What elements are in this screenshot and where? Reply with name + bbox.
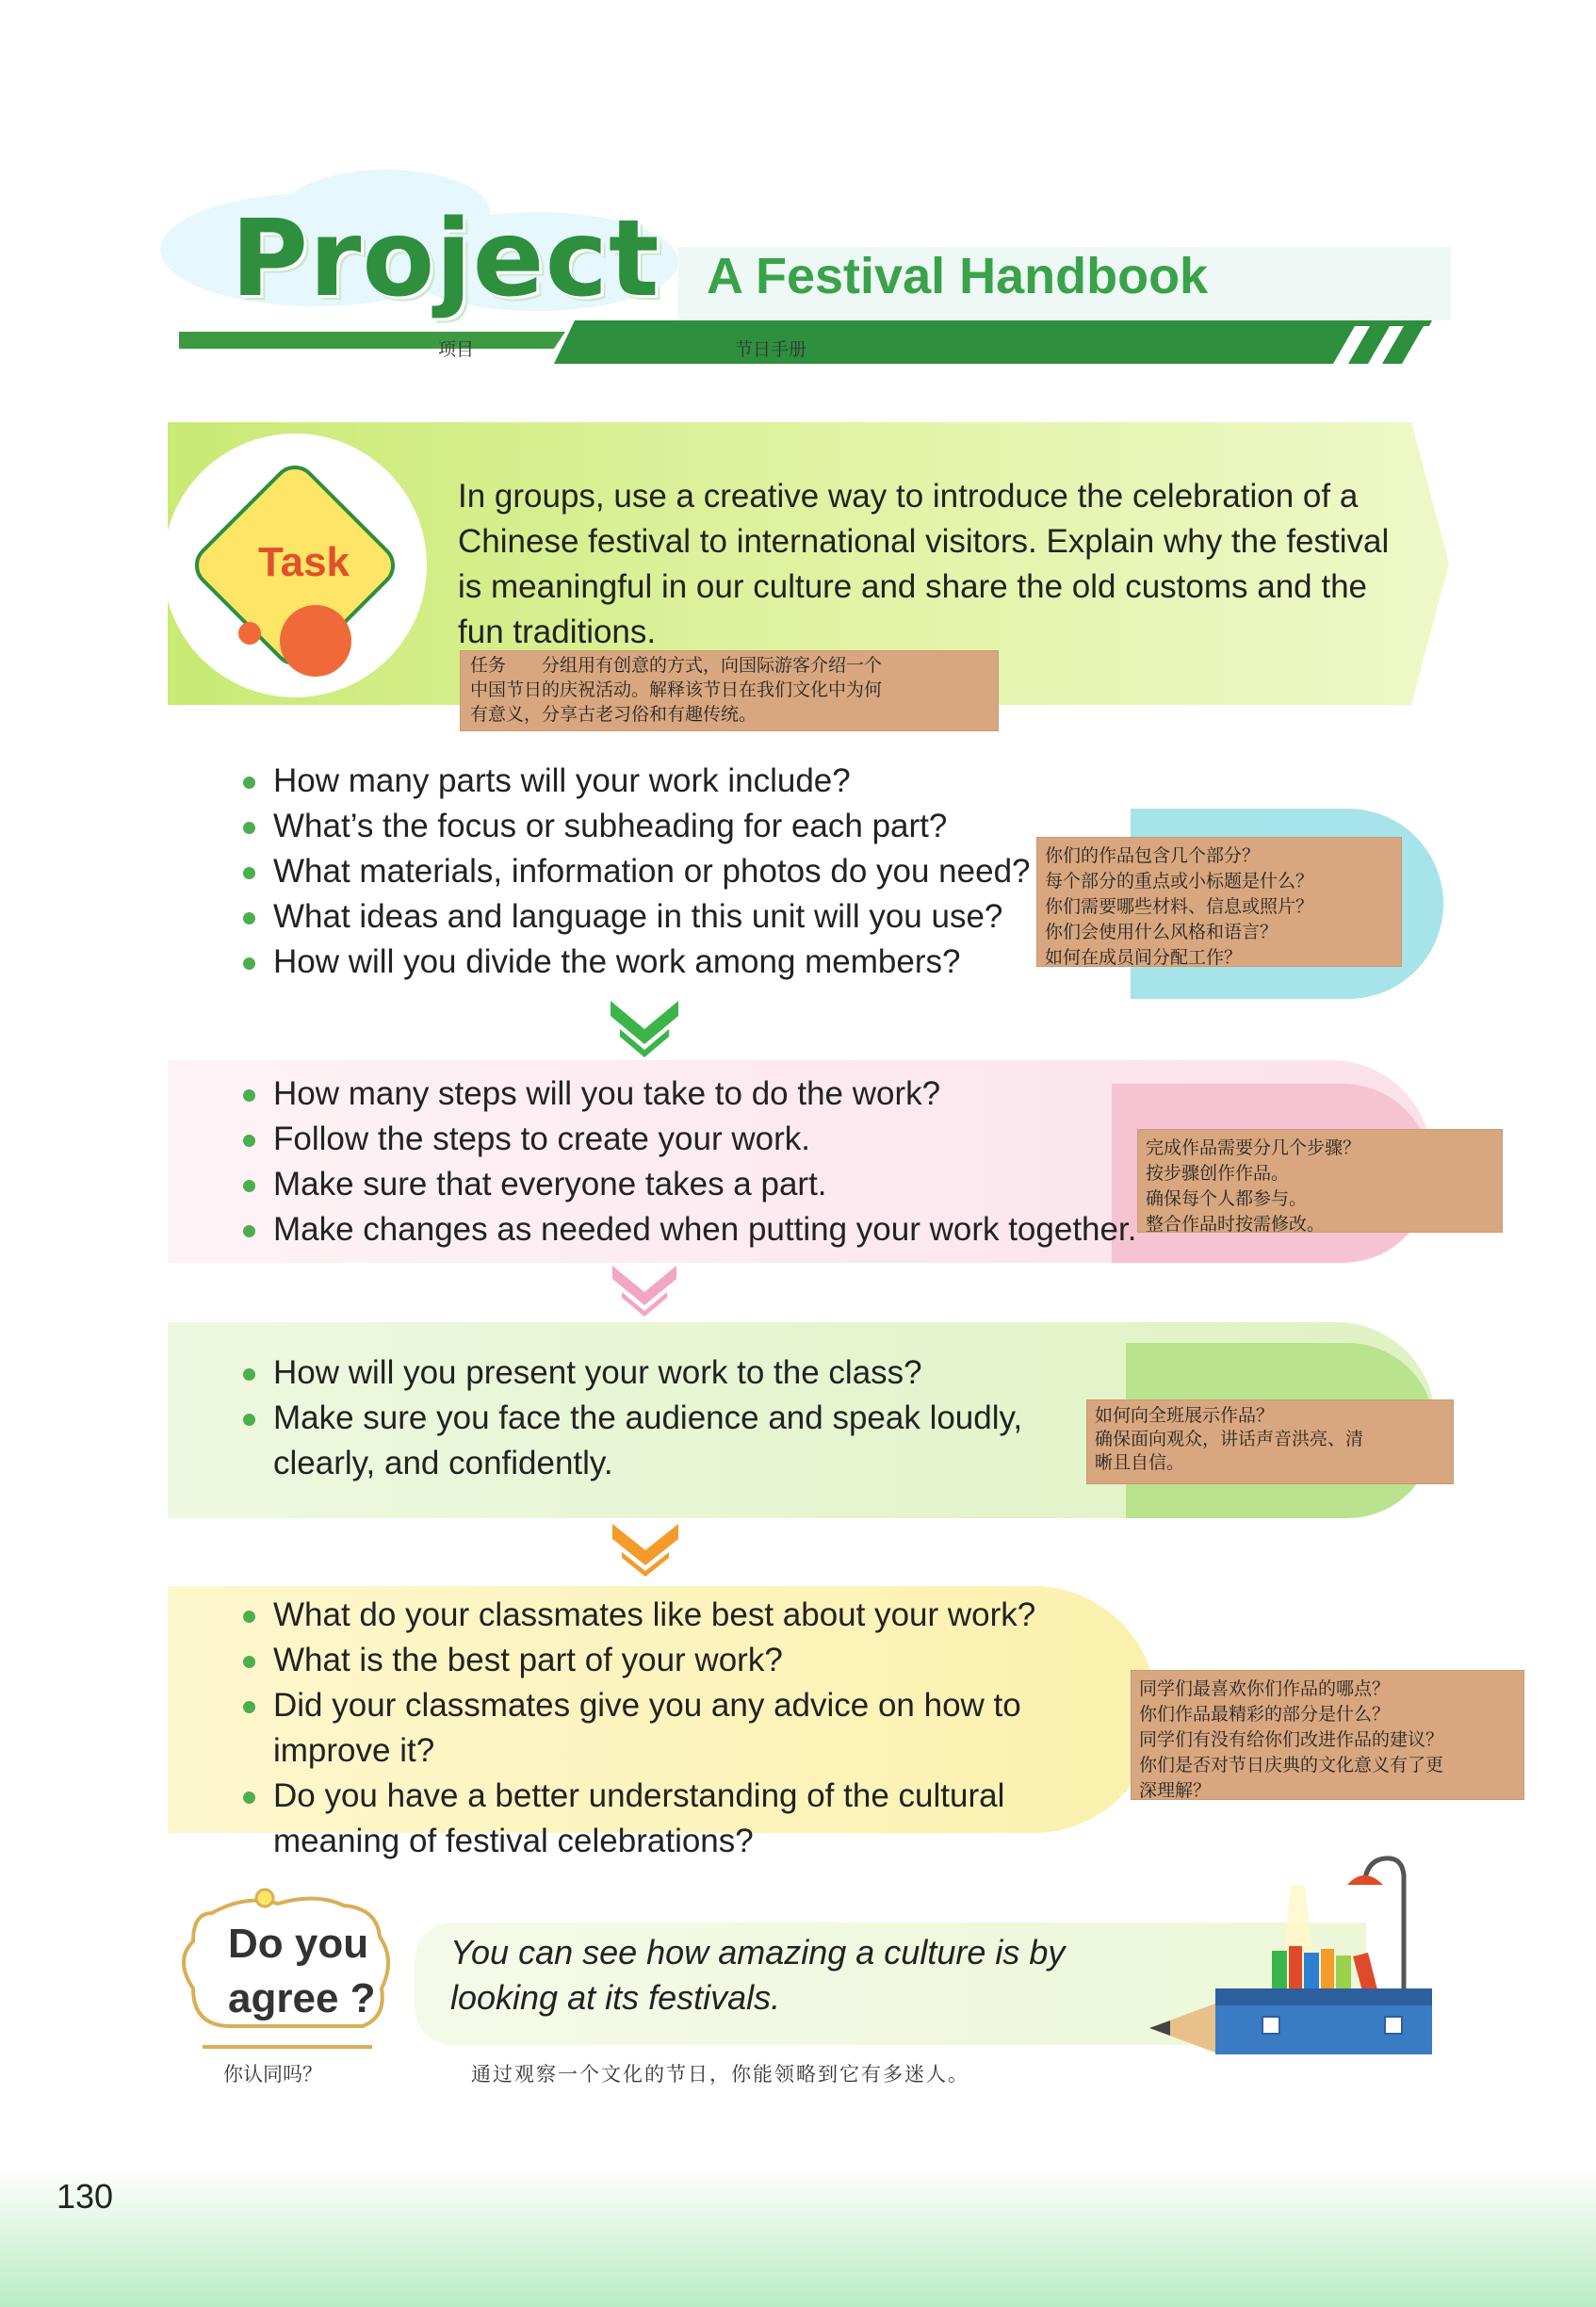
pencil-house-illustration — [1149, 1847, 1451, 2073]
agree-quote-cn: 通过观察一个文化的节日，你能领略到它有多迷人。 — [471, 2063, 969, 2086]
note-line: 同学们最喜欢你们作品的哪点？ — [1139, 1678, 1391, 1699]
step-1-list — [236, 759, 1131, 985]
note-line: 整合作品时按需修改。 — [1146, 1214, 1326, 1235]
note-line: 如何在成员间分配工作？ — [1045, 947, 1243, 968]
agree-badge-line2: agree ? — [228, 1975, 376, 2021]
list-item: What materials, information or photos do you need? — [236, 849, 1131, 894]
step-4-translation-note — [1131, 1670, 1524, 1800]
list-item: Follow the steps to create your work. — [236, 1117, 1140, 1162]
list-item: How will you present your work to the class? — [236, 1350, 1046, 1396]
note-line: 你们作品最精彩的部分是什么？ — [1139, 1704, 1391, 1725]
note-line: 你们是否对节日庆典的文化意义有了更 — [1139, 1755, 1444, 1775]
note-line: 你们会使用什么风格和语言？ — [1045, 922, 1278, 942]
note-line: 确保面向观众，讲话声音洪亮、清 — [1095, 1429, 1364, 1449]
page-footer-band — [0, 2168, 1596, 2307]
list-item: How many steps will you take to do the work? — [236, 1072, 1140, 1117]
task-text: In groups, use a creative way to introduce the celebration of a Chinese festival to international visitors. Explain why the festival is meaningful in our culture and share the old customs and the fun traditions. — [458, 478, 1390, 650]
note-line: 你们的作品包含几个部分？ — [1045, 845, 1261, 866]
project-subtitle: A Festival Handbook — [707, 248, 1209, 304]
step-1-translation-note — [1036, 837, 1402, 967]
project-subtitle-cn: 节日手册 — [735, 339, 807, 360]
task-translation-note — [460, 650, 999, 731]
list-item: How will you divide the work among members? — [236, 940, 1131, 985]
list-item: Make changes as needed when putting your work together. — [236, 1207, 1140, 1252]
chevron-down-icon — [612, 1266, 676, 1317]
note-line: 有意义，分享古老习俗和有趣传统。 — [470, 704, 757, 725]
list-item: Make sure that everyone takes a part. — [236, 1162, 1140, 1207]
agree-quote: You can see how amazing a culture is by looking at its festivals. — [450, 1933, 1066, 2017]
list-item: What ideas and language in this unit will you use? — [236, 894, 1131, 940]
page-number: 130 — [57, 2177, 114, 2216]
chevron-down-icon — [611, 1001, 678, 1057]
list-item: How many parts will your work include? — [236, 759, 1131, 804]
step-3-list — [236, 1350, 1046, 1486]
project-title-cn: 项目 — [438, 339, 475, 360]
agree-badge-line1: Do you — [228, 1921, 369, 1967]
project-title: Project — [231, 198, 660, 320]
note-line: 任务 分组用有创意的方式，向国际游客介绍一个 — [470, 655, 883, 676]
list-item: Make sure you face the audience and speak loudly, clearly, and confidently. — [236, 1396, 1046, 1486]
note-line: 晰且自信。 — [1095, 1452, 1185, 1473]
agree-badge-cn: 你认同吗？ — [223, 2063, 322, 2086]
step-4-list — [236, 1593, 1140, 1864]
header-stripe — [179, 320, 1460, 364]
list-item: Did your classmates give you any advice on how to improve it? — [236, 1683, 1140, 1774]
note-line: 每个部分的重点或小标题是什么？ — [1045, 871, 1314, 892]
step-3-translation-note — [1086, 1399, 1454, 1484]
task-badge-label: Task — [258, 539, 350, 585]
list-item: What’s the focus or subheading for each part? — [236, 804, 1131, 849]
note-line: 按步骤创作作品。 — [1146, 1163, 1290, 1184]
list-item: What do your classmates like best about your work? — [236, 1593, 1140, 1638]
list-item: Do you have a better understanding of the cultural meaning of festival celebrations? — [236, 1774, 1140, 1864]
note-line: 如何向全班展示作品？ — [1095, 1405, 1275, 1426]
note-line: 你们需要哪些材料、信息或照片？ — [1045, 896, 1314, 917]
step-2-list — [236, 1072, 1140, 1252]
note-line: 同学们有没有给你们改进作品的建议？ — [1139, 1729, 1444, 1750]
note-line: 深理解？ — [1139, 1780, 1212, 1801]
note-line: 确保每个人都参与。 — [1146, 1188, 1308, 1209]
note-line: 中国节日的庆祝活动。解释该节日在我们文化中为何 — [470, 679, 883, 700]
note-line: 完成作品需要分几个步骤？ — [1146, 1137, 1361, 1158]
list-item: What is the best part of your work? — [236, 1638, 1140, 1683]
chevron-down-icon — [612, 1524, 678, 1577]
step-2-translation-note — [1137, 1129, 1503, 1233]
